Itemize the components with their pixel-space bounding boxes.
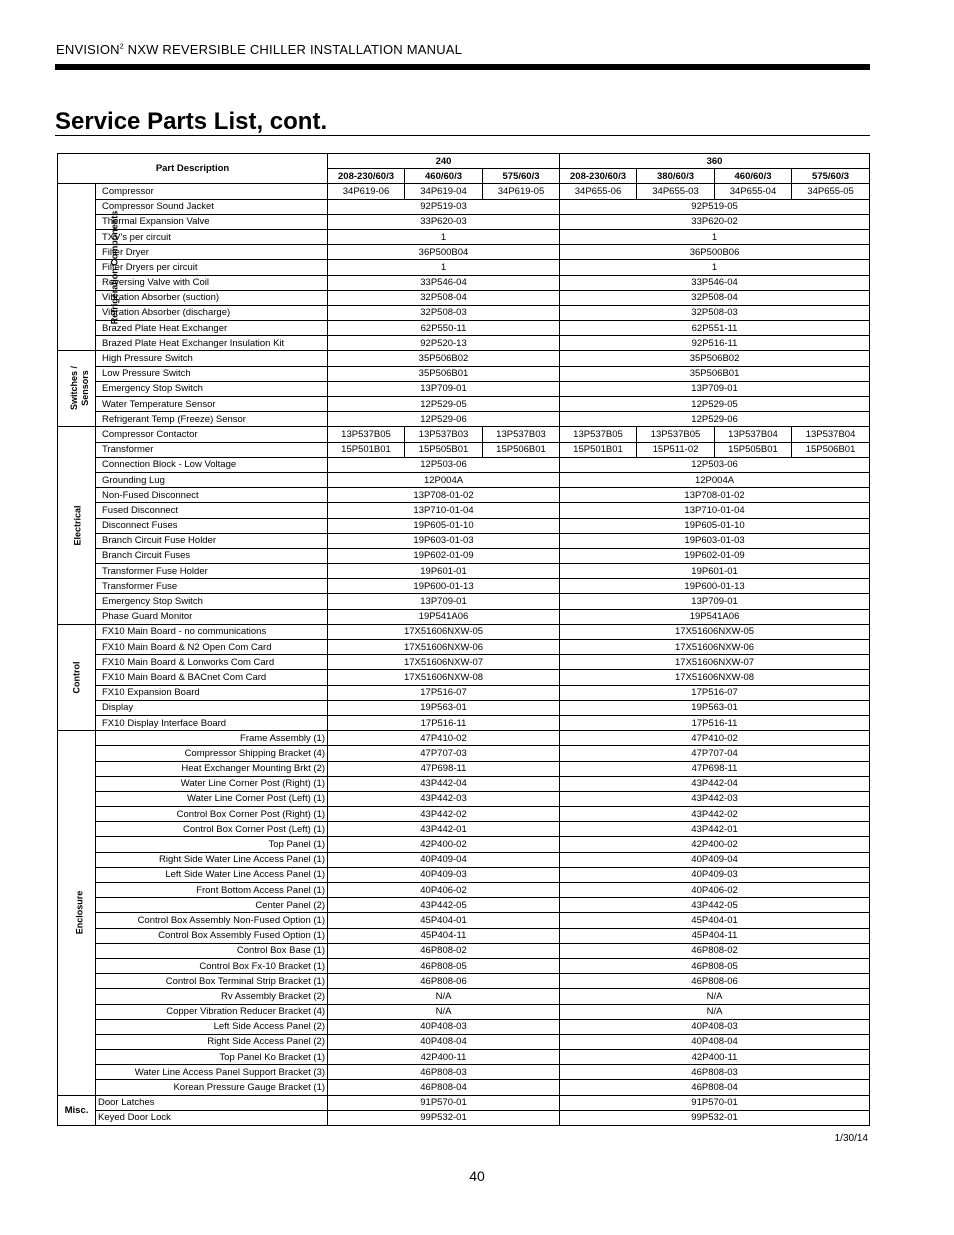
part-number: 46P808-02: [560, 943, 870, 958]
part-number: 13P537B05: [328, 427, 405, 442]
part-number: 13P537B04: [792, 427, 870, 442]
part-description: FX10 Main Board - no communications: [96, 624, 328, 639]
part-number: 46P808-04: [560, 1080, 870, 1095]
table-row: [58, 1004, 870, 1019]
table-row: [58, 381, 870, 396]
part-number: 15P506B01: [483, 442, 560, 457]
table-row: [58, 700, 870, 715]
part-number: 92P516-11: [560, 336, 870, 351]
part-description: Control Box Corner Post (Right) (1): [96, 807, 328, 822]
part-description: TXV's per circuit: [96, 229, 328, 244]
part-number: 35P506B02: [560, 351, 870, 366]
part-number: 13P708-01-02: [560, 488, 870, 503]
part-number: 40P408-03: [560, 1019, 870, 1034]
part-description: Branch Circuit Fuse Holder: [96, 533, 328, 548]
part-number: 33P620-03: [328, 214, 560, 229]
table-row: [58, 1019, 870, 1034]
voltage-header: 575/60/3: [483, 169, 560, 184]
part-description: Grounding Lug: [96, 472, 328, 487]
part-number: 15P501B01: [328, 442, 405, 457]
part-number: 43P442-04: [560, 776, 870, 791]
part-number: 40P408-04: [328, 1034, 560, 1049]
part-number: 45P404-01: [560, 913, 870, 928]
part-description: FX10 Expansion Board: [96, 685, 328, 700]
table-row: [58, 1050, 870, 1065]
table-row: [58, 457, 870, 472]
part-number: 40P408-04: [560, 1034, 870, 1049]
part-number: 43P442-03: [328, 791, 560, 806]
part-description: Control Box Assembly Fused Option (1): [96, 928, 328, 943]
part-number: N/A: [560, 989, 870, 1004]
section-label-text: Enclosure: [74, 891, 85, 935]
part-number: 40P409-03: [328, 867, 560, 882]
part-number: 40P409-04: [328, 852, 560, 867]
part-description: Top Panel Ko Bracket (1): [96, 1050, 328, 1065]
table-row: [58, 989, 870, 1004]
part-number: 92P520-13: [328, 336, 560, 351]
part-description: Reversing Valve with Coil: [96, 275, 328, 290]
table-row: [58, 366, 870, 381]
part-description: Copper Vibration Reducer Bracket (4): [96, 1004, 328, 1019]
part-number: 17P516-11: [328, 715, 560, 730]
part-number: 32P508-04: [560, 290, 870, 305]
table-row: [58, 1034, 870, 1049]
part-number: 35P506B02: [328, 351, 560, 366]
part-number: 42P400-02: [560, 837, 870, 852]
part-number: 19P541A06: [328, 609, 560, 624]
table-row: [58, 609, 870, 624]
part-description: Water Line Corner Post (Left) (1): [96, 791, 328, 806]
part-number: 33P546-04: [560, 275, 870, 290]
part-description: Rv Assembly Bracket (2): [96, 989, 328, 1004]
table-row: [58, 685, 870, 700]
part-number: 19P602-01-09: [560, 548, 870, 563]
table-row: [58, 670, 870, 685]
part-number: 92P519-05: [560, 199, 870, 214]
parts-table-body: [58, 184, 870, 1126]
part-number: 15P505B01: [715, 442, 792, 457]
table-row: [58, 898, 870, 913]
part-number: 17X51606NXW-07: [560, 655, 870, 670]
table-row: [58, 1065, 870, 1080]
manual-header: ENVISION$^2$ NXW REVERSIBLE CHILLER INSTALLATION MANUAL: [56, 42, 463, 57]
table-row: [58, 305, 870, 320]
part-number: 19P605-01-10: [328, 518, 560, 533]
part-number: 19P603-01-03: [560, 533, 870, 548]
part-number: 15P505B01: [405, 442, 483, 457]
part-number: 1: [560, 229, 870, 244]
part-number: 19P600-01-13: [560, 579, 870, 594]
part-number: 19P541A06: [560, 609, 870, 624]
part-description: Keyed Door Lock: [96, 1110, 328, 1125]
part-number: 33P620-02: [560, 214, 870, 229]
table-row: [58, 791, 870, 806]
part-number: 17X51606NXW-08: [328, 670, 560, 685]
part-description: Water Line Corner Post (Right) (1): [96, 776, 328, 791]
table-row: [58, 579, 870, 594]
part-number: 12P529-05: [328, 397, 560, 412]
part-description: Control Box Terminal Strip Bracket (1): [96, 974, 328, 989]
part-number: 12P004A: [328, 472, 560, 487]
part-description: Brazed Plate Heat Exchanger Insulation Kit: [96, 336, 328, 351]
part-description: Connection Block - Low Voltage: [96, 457, 328, 472]
table-row: [58, 518, 870, 533]
part-number: 91P570-01: [560, 1095, 870, 1110]
part-description: Fused Disconnect: [96, 503, 328, 518]
part-number: 12P503-06: [328, 457, 560, 472]
part-number: 47P707-04: [560, 746, 870, 761]
part-number: 19P603-01-03: [328, 533, 560, 548]
table-row: [58, 852, 870, 867]
part-description-header: Part Description: [58, 154, 328, 184]
part-number: 99P532-01: [560, 1110, 870, 1125]
table-row: [58, 837, 870, 852]
part-description: Front Bottom Access Panel (1): [96, 883, 328, 898]
table-row: [58, 397, 870, 412]
part-number: 33P546-04: [328, 275, 560, 290]
part-number: 42P400-11: [560, 1050, 870, 1065]
page-number: 40: [469, 1168, 485, 1184]
model-360-header: 360: [560, 154, 870, 169]
part-number: 43P442-02: [560, 807, 870, 822]
part-number: 17P516-07: [328, 685, 560, 700]
table-row: [58, 746, 870, 761]
part-description: Vibration Absorber (discharge): [96, 305, 328, 320]
table-row: [58, 807, 870, 822]
part-number: 36P500B04: [328, 245, 560, 260]
part-number: N/A: [328, 989, 560, 1004]
part-number: 12P004A: [560, 472, 870, 487]
table-row: [58, 472, 870, 487]
part-number: 35P506B01: [560, 366, 870, 381]
part-description: Filter Dryers per circuit: [96, 260, 328, 275]
part-description: Transformer Fuse: [96, 579, 328, 594]
part-description: Korean Pressure Gauge Bracket (1): [96, 1080, 328, 1095]
section-label-text: Control: [71, 661, 81, 694]
part-description: Control Box Assembly Non-Fused Option (1): [96, 913, 328, 928]
part-number: 17X51606NXW-06: [560, 640, 870, 655]
part-description: Refrigerant Temp (Freeze) Sensor: [96, 412, 328, 427]
part-number: 34P619-05: [483, 184, 560, 199]
part-number: N/A: [560, 1004, 870, 1019]
part-description: Center Panel (2): [96, 898, 328, 913]
part-number: 12P529-05: [560, 397, 870, 412]
part-description: Compressor: [96, 184, 328, 199]
part-description: Right Side Water Line Access Panel (1): [96, 852, 328, 867]
part-number: 40P409-04: [560, 852, 870, 867]
table-row: [58, 974, 870, 989]
part-number: 13P709-01: [328, 594, 560, 609]
part-number: 13P537B05: [560, 427, 637, 442]
table-row: [58, 867, 870, 882]
title-rule: [55, 135, 870, 136]
table-row: [58, 640, 870, 655]
part-number: 43P442-05: [328, 898, 560, 913]
table-row: [58, 275, 870, 290]
part-number: 92P519-03: [328, 199, 560, 214]
page-title: Service Parts List, cont.: [55, 108, 328, 135]
part-description: Filter Dryer: [96, 245, 328, 260]
part-number: 13P709-01: [328, 381, 560, 396]
table-row: [58, 883, 870, 898]
part-description: Transformer Fuse Holder: [96, 564, 328, 579]
part-description: Right Side Access Panel (2): [96, 1034, 328, 1049]
part-number: 17X51606NXW-08: [560, 670, 870, 685]
table-row: [58, 336, 870, 351]
part-number: 17P516-11: [560, 715, 870, 730]
table-row: [58, 1095, 870, 1110]
table-row: [58, 1110, 870, 1125]
table-row: [58, 655, 870, 670]
part-number: 91P570-01: [328, 1095, 560, 1110]
table-row: [58, 594, 870, 609]
table-row: [58, 731, 870, 746]
part-description: Compressor Shipping Bracket (4): [96, 746, 328, 761]
part-description: Transformer: [96, 442, 328, 457]
part-number: N/A: [328, 1004, 560, 1019]
part-number: 46P808-06: [328, 974, 560, 989]
part-description: Emergency Stop Switch: [96, 594, 328, 609]
part-number: 17X51606NXW-07: [328, 655, 560, 670]
part-number: 17X51606NXW-06: [328, 640, 560, 655]
part-number: 15P501B01: [560, 442, 637, 457]
table-row: [58, 412, 870, 427]
table-row: [58, 351, 870, 366]
part-description: FX10 Main Board & Lonworks Com Card: [96, 655, 328, 670]
part-number: 34P619-04: [405, 184, 483, 199]
part-number: 13P537B03: [405, 427, 483, 442]
part-number: 34P655-04: [715, 184, 792, 199]
part-number: 19P605-01-10: [560, 518, 870, 533]
table-row: [58, 245, 870, 260]
part-number: 19P601-01: [328, 564, 560, 579]
table-row: [58, 260, 870, 275]
part-number: 46P808-03: [560, 1065, 870, 1080]
part-number: 99P532-01: [328, 1110, 560, 1125]
part-description: Low Pressure Switch: [96, 366, 328, 381]
part-number: 40P406-02: [560, 883, 870, 898]
part-description: Door Latches: [96, 1095, 328, 1110]
part-description: Compressor Contactor: [96, 427, 328, 442]
part-number: 46P808-03: [328, 1065, 560, 1080]
part-number: 19P563-01: [328, 700, 560, 715]
table-row: [58, 548, 870, 563]
part-description: Water Line Access Panel Support Bracket (3): [96, 1065, 328, 1080]
part-description: Compressor Sound Jacket: [96, 199, 328, 214]
part-number: 13P537B05: [637, 427, 715, 442]
table-row: [58, 761, 870, 776]
table-row: [58, 1080, 870, 1095]
table-row: [58, 958, 870, 973]
part-number: 34P655-05: [792, 184, 870, 199]
part-number: 34P655-03: [637, 184, 715, 199]
part-description: FX10 Main Board & N2 Open Com Card: [96, 640, 328, 655]
part-description: Display: [96, 700, 328, 715]
part-number: 34P619-06: [328, 184, 405, 199]
section-label-text: Misc.: [64, 1104, 89, 1116]
table-row: [58, 290, 870, 305]
section-label: [58, 731, 96, 1096]
part-description: Frame Assembly (1): [96, 731, 328, 746]
part-number: 32P508-03: [560, 305, 870, 320]
part-description: Emergency Stop Switch: [96, 381, 328, 396]
section-label-text: Refrigeration Components: [109, 210, 120, 325]
part-description: Control Box Corner Post (Left) (1): [96, 822, 328, 837]
table-row: [58, 442, 870, 457]
table-row: [58, 822, 870, 837]
part-number: 43P442-01: [560, 822, 870, 837]
voltage-header: 460/60/3: [405, 169, 483, 184]
part-number: 12P529-06: [560, 412, 870, 427]
part-number: 36P500B06: [560, 245, 870, 260]
part-description: Left Side Water Line Access Panel (1): [96, 867, 328, 882]
table-row: [58, 943, 870, 958]
part-number: 46P808-04: [328, 1080, 560, 1095]
part-number: 45P404-01: [328, 913, 560, 928]
part-number: 1: [328, 229, 560, 244]
part-number: 13P709-01: [560, 594, 870, 609]
part-number: 15P511-02: [637, 442, 715, 457]
part-number: 62P551-11: [560, 321, 870, 336]
part-number: 47P698-11: [560, 761, 870, 776]
section-label: [58, 427, 96, 624]
part-number: 40P409-03: [560, 867, 870, 882]
table-row: [58, 503, 870, 518]
part-number: 1: [560, 260, 870, 275]
model-240-header: 240: [328, 154, 560, 169]
part-number: 13P710-01-04: [328, 503, 560, 518]
part-description: Brazed Plate Heat Exchanger: [96, 321, 328, 336]
part-description: Top Panel (1): [96, 837, 328, 852]
part-number: 43P442-02: [328, 807, 560, 822]
section-label: [58, 351, 96, 427]
part-description: Left Side Access Panel (2): [96, 1019, 328, 1034]
part-number: 46P808-05: [328, 958, 560, 973]
part-number: 35P506B01: [328, 366, 560, 381]
part-number: 17X51606NXW-05: [560, 624, 870, 639]
table-row: [58, 776, 870, 791]
section-label: [58, 1095, 96, 1125]
part-description: Disconnect Fuses: [96, 518, 328, 533]
part-number: 19P600-01-13: [328, 579, 560, 594]
part-description: FX10 Display Interface Board: [96, 715, 328, 730]
part-number: 46P808-06: [560, 974, 870, 989]
part-number: 43P442-05: [560, 898, 870, 913]
part-number: 43P442-01: [328, 822, 560, 837]
table-row: [58, 715, 870, 730]
part-description: Water Temperature Sensor: [96, 397, 328, 412]
voltage-header: 460/60/3: [715, 169, 792, 184]
part-number: 13P710-01-04: [560, 503, 870, 518]
table-row: [58, 229, 870, 244]
table-row: [58, 199, 870, 214]
part-number: 13P537B03: [483, 427, 560, 442]
voltage-header: 208-230/60/3: [328, 169, 405, 184]
part-number: 13P537B04: [715, 427, 792, 442]
voltage-header: 380/60/3: [637, 169, 715, 184]
table-row: [58, 427, 870, 442]
part-description: Phase Guard Monitor: [96, 609, 328, 624]
part-number: 32P508-03: [328, 305, 560, 320]
table-row: [58, 214, 870, 229]
part-description: Heat Exchanger Mounting Brkt (2): [96, 761, 328, 776]
part-number: 42P400-02: [328, 837, 560, 852]
voltage-header: 208-230/60/3: [560, 169, 637, 184]
part-description: High Pressure Switch: [96, 351, 328, 366]
part-number: 19P602-01-09: [328, 548, 560, 563]
part-number: 32P508-04: [328, 290, 560, 305]
part-description: Thermal Expansion Valve: [96, 214, 328, 229]
table-row: [58, 913, 870, 928]
section-label-text: Switches / Sensors: [69, 366, 91, 411]
table-row: [58, 564, 870, 579]
part-description: Control Box Base (1): [96, 943, 328, 958]
part-number: 12P503-06: [560, 457, 870, 472]
part-number: 47P410-02: [560, 731, 870, 746]
part-number: 17P516-07: [560, 685, 870, 700]
part-number: 47P410-02: [328, 731, 560, 746]
table-row: [58, 928, 870, 943]
part-number: 46P808-05: [560, 958, 870, 973]
part-number: 43P442-04: [328, 776, 560, 791]
part-number: 13P708-01-02: [328, 488, 560, 503]
part-description: Non-Fused Disconnect: [96, 488, 328, 503]
part-number: 40P406-02: [328, 883, 560, 898]
section-label-text: Electrical: [72, 505, 83, 546]
part-number: 17X51606NXW-05: [328, 624, 560, 639]
section-label: [58, 624, 96, 730]
part-number: 15P506B01: [792, 442, 870, 457]
service-parts-table: [57, 153, 870, 1126]
part-description: Branch Circuit Fuses: [96, 548, 328, 563]
part-number: 62P550-11: [328, 321, 560, 336]
part-number: 13P709-01: [560, 381, 870, 396]
part-number: 12P529-06: [328, 412, 560, 427]
part-number: 45P404-11: [560, 928, 870, 943]
table-row: [58, 533, 870, 548]
voltage-header: 575/60/3: [792, 169, 870, 184]
part-number: 42P400-11: [328, 1050, 560, 1065]
part-number: 19P563-01: [560, 700, 870, 715]
part-number: 45P404-11: [328, 928, 560, 943]
part-number: 46P808-02: [328, 943, 560, 958]
part-number: 34P655-06: [560, 184, 637, 199]
part-number: 47P707-03: [328, 746, 560, 761]
part-number: 19P601-01: [560, 564, 870, 579]
table-row: [58, 184, 870, 199]
part-number: 1: [328, 260, 560, 275]
part-description: Control Box Fx-10 Bracket (1): [96, 958, 328, 973]
part-number: 40P408-03: [328, 1019, 560, 1034]
header-rule: [55, 64, 870, 70]
part-description: FX10 Main Board & BACnet Com Card: [96, 670, 328, 685]
part-number: 43P442-03: [560, 791, 870, 806]
part-number: 47P698-11: [328, 761, 560, 776]
revision-date: 1/30/14: [834, 1133, 868, 1144]
table-row: [58, 488, 870, 503]
table-row: [58, 624, 870, 639]
table-row: [58, 321, 870, 336]
part-description: Vibration Absorber (suction): [96, 290, 328, 305]
section-label: [58, 184, 120, 351]
